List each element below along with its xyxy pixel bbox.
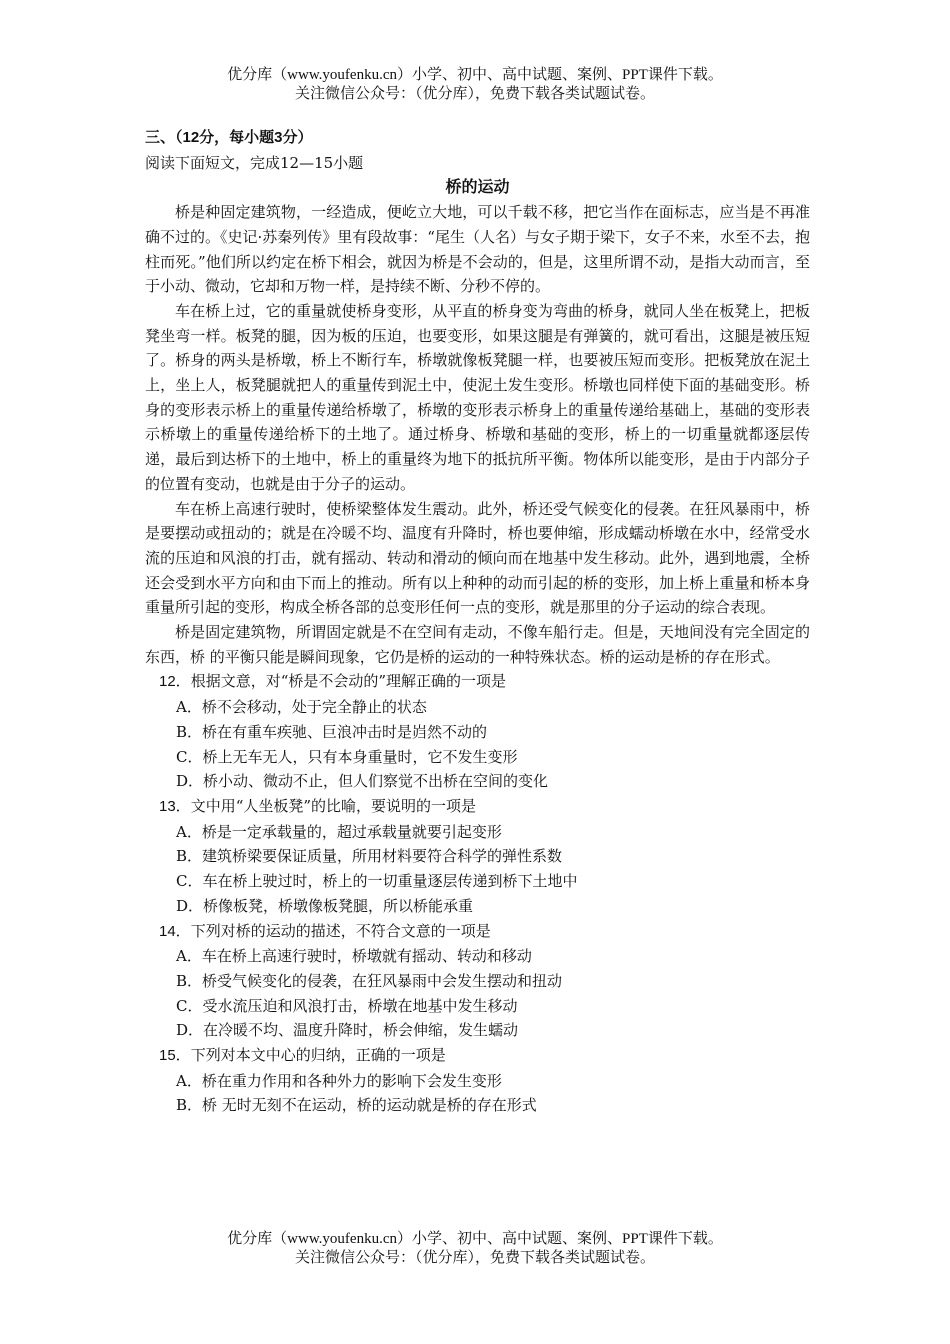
question-number: 15． [159,1047,191,1065]
question-12 [145,669,810,794]
header-line-1: 优分库（www.youfenku.cn）小学、初中、高中试题、案例、PPT课件下载。 [227,67,723,83]
question-stem [145,794,810,820]
question-stem [145,669,810,695]
article-paragraph-4: 桥是固定建筑物，所谓固定就是不在空间有走动，不像车船行走。但是，天地间没有完全固定的东西，桥 的平衡只能是瞬间现象，它仍是桥的运动的一种特殊状态。桥的运动是桥的存在形式。 [145,623,810,666]
page-header [0,66,950,104]
exam-content [145,126,810,1118]
question-option: A．桥在重力作用和各种外力的影响下会发生变形 [176,1071,502,1090]
question-stem [145,1043,810,1069]
question-text: 文中用“人坐板凳”的比喻，要说明的一项是 [190,796,477,815]
footer-line-1: 优分库（www.youfenku.cn）小学、初中、高中试题、案例、PPT课件下载。 [227,1231,723,1247]
article-paragraph-2: 车在桥上过，它的重量就使桥身变形，从平直的桥身变为弯曲的桥身，就同人坐在板凳上，把板凳坐弯一样。板凳的腿，因为板的压迫，也要变形，如果这腿是有弹簧的，就可看出，这腿是被压短了。桥身的两头是桥墩，桥上不断行车，桥墩就像板凳腿一样，也要被压短而变形。把板凳放在泥土上，坐上人，板凳腿就把人的重量传到泥土中，使泥土发生变形。桥墩也同样使下面的基础变形。桥身的变形表示桥上的重量传递给桥墩了，桥墩的变形表示桥身上的重量传递给基础上，基础的变形表示桥墩上的重量传递给桥下的土地了。通过桥身、桥墩和基础的变形，桥上的一切重量就都逐层传递，最后到达桥下的土地中，桥上的重量终为地下的抵抗所平衡。物体所以能变形，是由于内部分子的位置有变动，也就是由于分子的运动。 [145,301,810,493]
question-option: C．受水流压迫和风浪打击，桥墩在地基中发生移动 [176,996,518,1015]
article-title: 桥的运动 [445,177,510,197]
question-option: C．桥上无车无人，只有本身重量时，它不发生变形 [176,747,518,766]
question-number: 14． [159,922,191,940]
article-paragraph-1: 桥是种固定建筑物，一经造成，便屹立大地，可以千载不移，把它当作在面标志，应当是不再准确不过的。《史记·苏秦列传》里有段故事：“尾生（人名）与女子期于梁下，女子不来，水至不去，抱柱而死。”他们所以约定在桥下相会，就因为桥是不会动的，但是，这里所谓不动，是指大动而言，至于小动、微动，它却和万物一样，是持续不断、分秒不停的。 [145,203,810,296]
page-footer [0,1230,950,1268]
question-option: D．桥小动、微动不止，但人们察觉不出桥在空间的变化 [176,772,549,791]
question-option: A．车在桥上高速行驶时，桥墩就有摇动、转动和移动 [176,947,532,966]
question-stem [145,919,810,945]
section-heading: 三、（12分，每小题3分） [145,129,313,146]
question-option: B．桥在有重车疾驰、巨浪冲击时是岿然不动的 [176,722,488,741]
question-number: 12． [159,673,191,691]
question-option: B．桥 无时无刻不在运动，桥的运动就是桥的存在形式 [176,1096,537,1115]
question-option: B．建筑桥梁要保证质量，所用材料要符合科学的弹性系数 [176,847,563,866]
article-paragraph-3: 车在桥上高速行驶时，使桥梁整体发生震动。此外，桥还受气候变化的侵袭。在狂风暴雨中，桥是要摆动或扭动的；就是在冷暖不均、温度有升降时，桥也要伸缩，形成蠕动桥墩在水中，经常受水流的压迫和风浪的打击，就有摇动、转动和滑动的倾向而在地基中发生移动。此外，遇到地震，全桥还会受到水平方向和由下而上的推动。所有以上种种的动而引起的桥的变形，加上桥上重量和桥本身重量所引起的变形，构成全桥各部的总变形任何一点的变形，就是那里的分子运动的综合表现。 [145,499,810,617]
question-13 [145,794,810,919]
question-option: D．在冷暖不均、温度升降时，桥会伸缩，发生蠕动 [176,1021,519,1040]
question-15 [145,1043,810,1118]
question-option: A．桥是一定承载量的，超过承载量就要引起变形 [176,822,502,841]
question-option: D．桥像板凳，桥墩像板凳腿，所以桥能承重 [176,896,474,915]
question-option: B．桥受气候变化的侵袭，在狂风暴雨中会发生摆动和扭动 [176,971,563,990]
question-14 [145,919,810,1044]
header-line-2: 关注微信公众号：（优分库），免费下载各类试题试卷。 [294,86,655,102]
question-number: 13． [159,797,191,815]
question-option: A．桥不会移动，处于完全静止的状态 [176,698,427,717]
section-instruction: 阅读下面短文，完成12—15小题 [145,153,364,172]
question-text: 下列对桥的运动的描述，不符合文意的一项是 [190,921,491,940]
question-text: 下列对本文中心的归纳，正确的一项是 [190,1046,446,1065]
footer-line-2: 关注微信公众号：（优分库），免费下载各类试题试卷。 [294,1250,655,1266]
question-option: C．车在桥上驶过时，桥上的一切重量逐层传递到桥下土地中 [176,872,578,891]
question-text: 根据文意，对“桥是不会动的”理解正确的一项是 [190,672,507,691]
